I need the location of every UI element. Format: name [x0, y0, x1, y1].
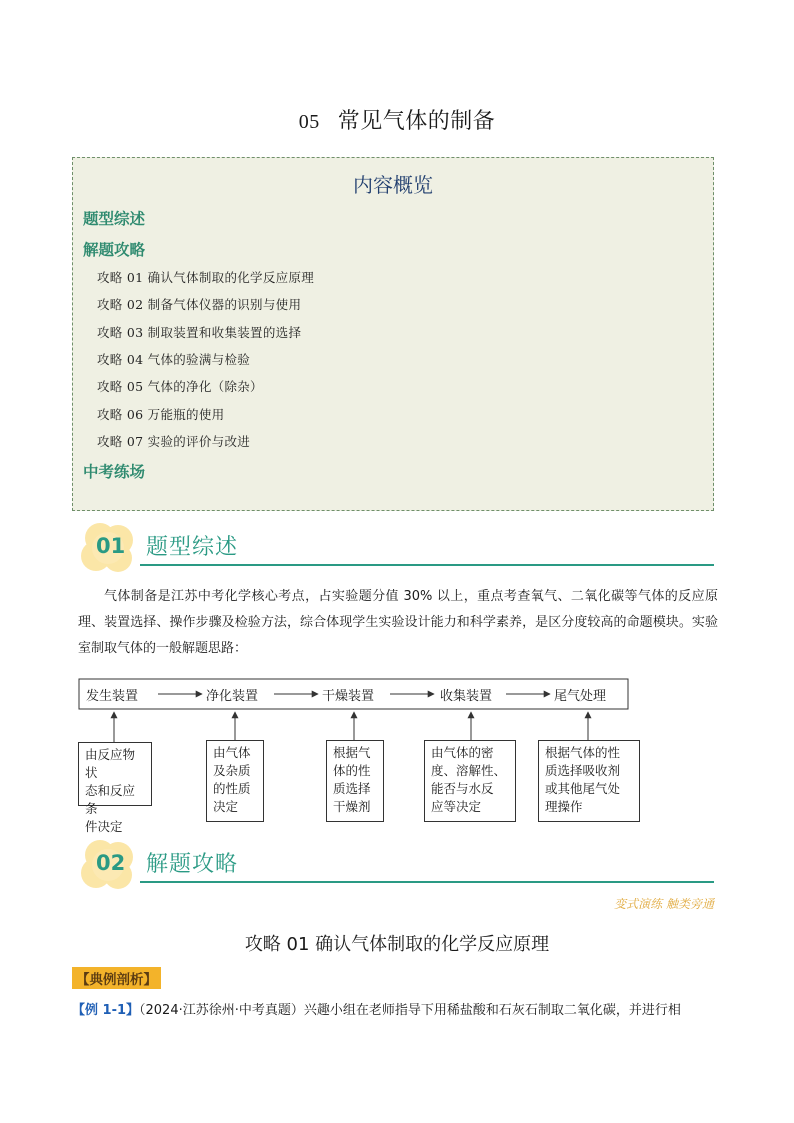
- overview-item-6[interactable]: 攻略 06 万能瓶的使用: [97, 407, 225, 422]
- note-line: 件决定: [85, 819, 123, 834]
- guide-title: 攻略 01 确认气体制取的化学反应原理: [244, 934, 550, 955]
- flow-note-generation: [78, 742, 152, 834]
- example-tag: 【例 1-1】: [72, 1003, 140, 1018]
- note-line: 根据气: [333, 745, 371, 760]
- overview-section-guides[interactable]: 解题攻略: [83, 241, 146, 259]
- overview-item-3[interactable]: 攻略 03 制取装置和收集装置的选择: [97, 325, 302, 340]
- section-header-01: [78, 520, 718, 576]
- section-rule: [140, 881, 714, 883]
- flow-step-generation: 发生装置: [86, 689, 139, 704]
- overview-item-2[interactable]: 攻略 02 制备气体仪器的识别与使用: [97, 297, 302, 312]
- flow-step-collection: 收集装置: [440, 689, 493, 704]
- note-line: 及杂质: [213, 763, 251, 778]
- note-line: 根据气体的性: [545, 745, 621, 760]
- page-title: [0, 104, 794, 135]
- flow-step-purification: 净化装置: [206, 689, 259, 704]
- flow-note-drying: [326, 740, 384, 822]
- overview-box: [72, 157, 714, 511]
- note-line: 决定: [213, 799, 239, 814]
- note-line: 度、溶解性、: [431, 763, 507, 778]
- note-line: 能否与水反: [431, 781, 494, 796]
- flow-note-purification: [206, 740, 264, 822]
- page-title-number: 05: [298, 111, 320, 133]
- section-title: 题型综述: [146, 535, 239, 560]
- note-line: 质选择吸收剂: [545, 763, 621, 778]
- note-line: 干燥剂: [333, 799, 371, 814]
- flow-step-drying: 干燥装置: [322, 689, 375, 704]
- note-line: 态和反应条: [85, 783, 136, 816]
- note-line: 体的性: [333, 763, 371, 778]
- note-line: 由气体的密: [431, 745, 494, 760]
- example-text: （2024·江苏徐州·中考真题）兴趣小组在老师指导下用稀盐酸和石灰石制取二氧化碳，并进行相: [139, 1003, 681, 1018]
- note-line: 质选择: [333, 781, 371, 796]
- section-number: 02: [96, 851, 126, 875]
- note-line: 由气体: [213, 745, 251, 760]
- section-title: 解题攻略: [146, 852, 239, 877]
- overview-section-practice[interactable]: 中考练场: [83, 463, 146, 481]
- note-line: 由反应物状: [85, 747, 136, 780]
- intro-paragraph: [78, 584, 718, 662]
- overview-item-4[interactable]: 攻略 04 气体的验满与检验: [97, 352, 251, 367]
- section-header-02: [78, 837, 718, 893]
- intro-text: 气体制备是江苏中考化学核心考点，占实验题分值 30% 以上，重点考查氧气、二氧化碳等气体的反应原理、装置选择、操作步骤及检验方法，综合体现学生实验设计能力和科学素养，是区分度较高的命题模块。实验室制取气体的一般解题思路：: [78, 589, 718, 656]
- flow-diagram: [78, 678, 630, 850]
- note-line: 或其他尾气处: [545, 781, 621, 796]
- tagline: 变式演练 触类旁通: [614, 897, 714, 911]
- example-label: 【典例剖析】: [72, 967, 161, 989]
- note-line: 的性质: [213, 781, 251, 796]
- example-line: [72, 999, 722, 1018]
- overview-item-7[interactable]: 攻略 07 实验的评价与改进: [97, 434, 251, 449]
- overview-heading: 内容概览: [353, 173, 433, 197]
- overview-item-1[interactable]: 攻略 01 确认气体制取的化学反应原理: [97, 270, 315, 285]
- section-number: 01: [96, 534, 126, 558]
- flow-step-tail-gas: 尾气处理: [554, 689, 607, 704]
- note-line: 理操作: [545, 799, 583, 814]
- section-rule: [140, 564, 714, 566]
- flow-note-collection: [424, 740, 516, 822]
- overview-section-summary[interactable]: 题型综述: [83, 210, 146, 228]
- page-title-text: 常见气体的制备: [337, 109, 496, 134]
- note-line: 应等决定: [431, 799, 482, 814]
- overview-item-5[interactable]: 攻略 05 气体的净化（除杂）: [97, 379, 263, 394]
- flow-note-tail-gas: [538, 740, 640, 822]
